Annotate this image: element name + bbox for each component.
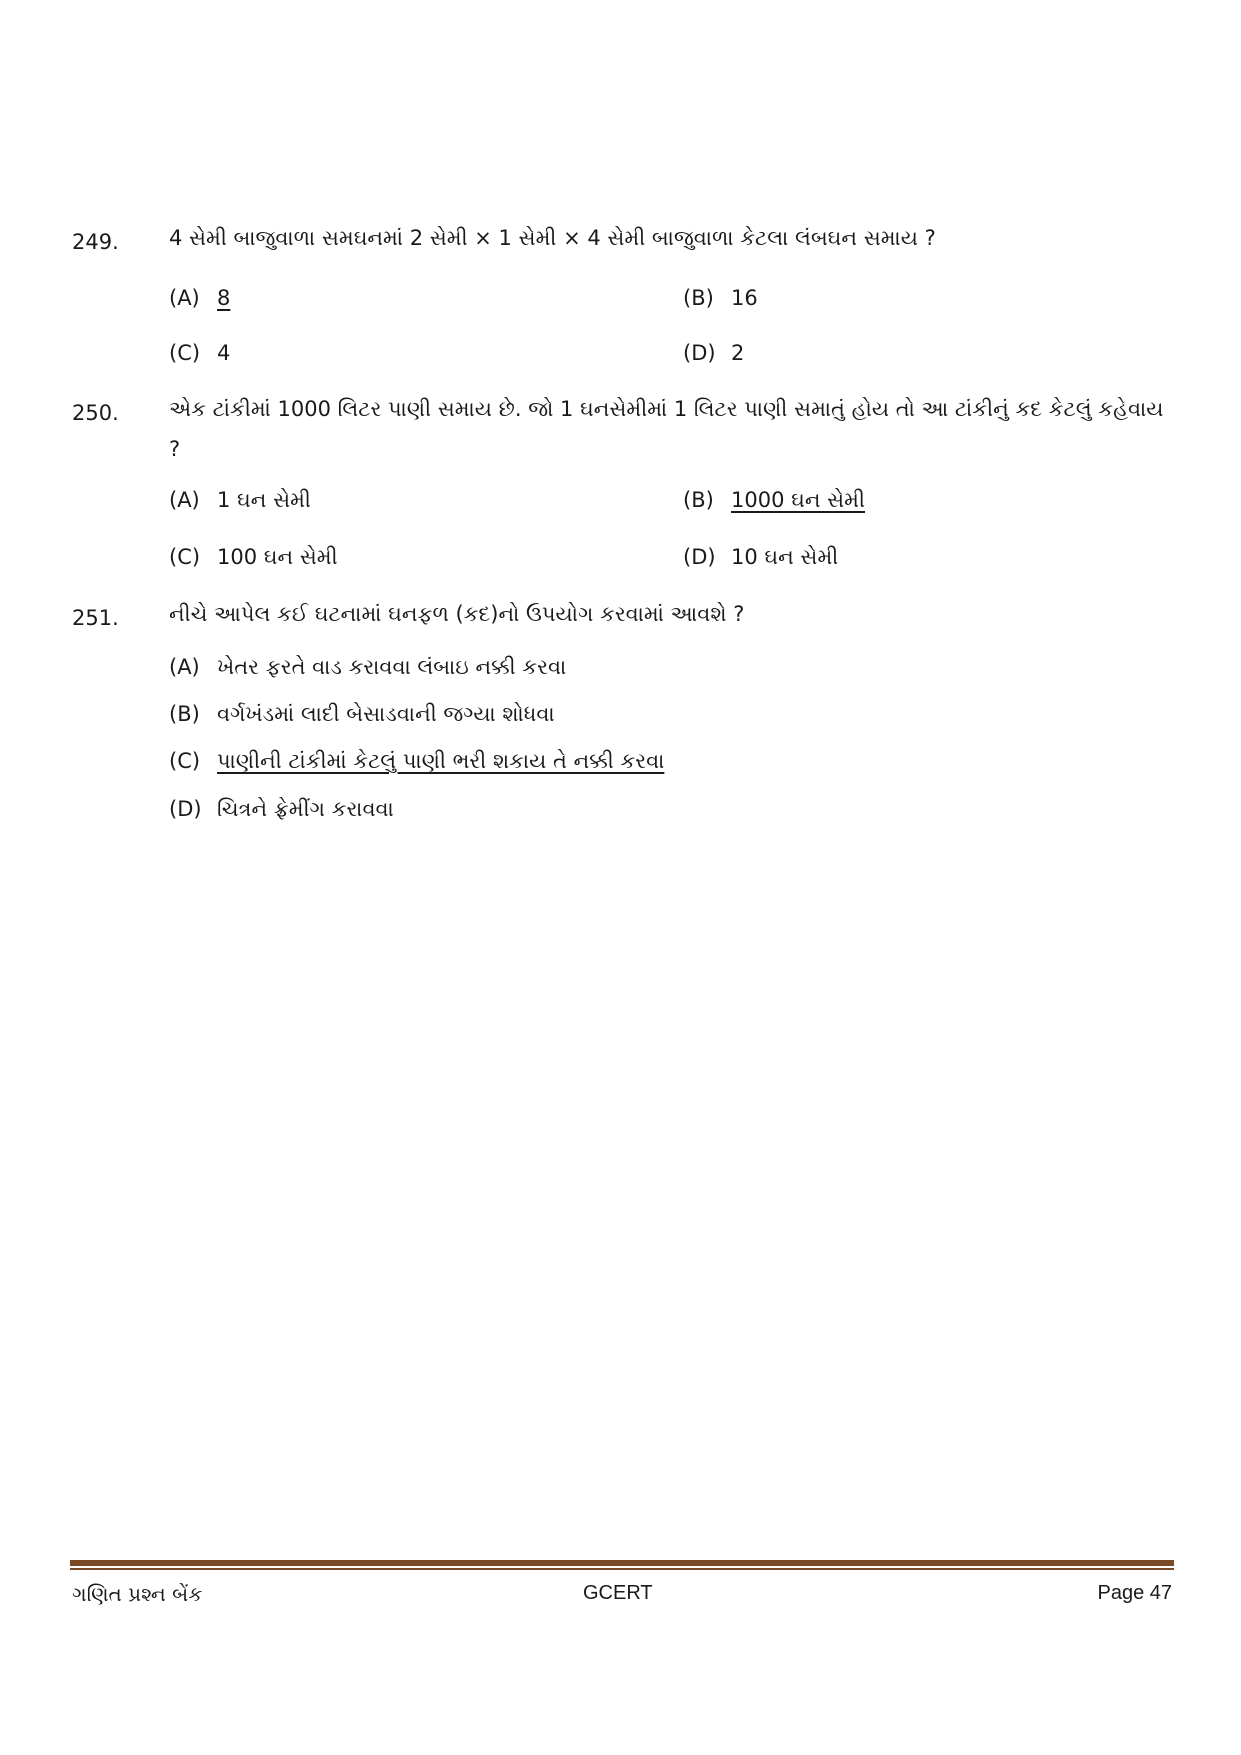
option-b: (B) 1000 ઘન સેમી xyxy=(683,488,865,512)
option-a: (A) 1 ઘન સેમી xyxy=(169,488,311,512)
option-d: (D) 2 xyxy=(683,341,745,365)
question-number: 249. xyxy=(72,230,119,254)
option-d: (D) ચિત્રને ફ્રેમીંગ કરાવવા xyxy=(169,797,394,821)
footer-divider xyxy=(70,1560,1174,1570)
option-c: (C) પાણીની ટાંકીમાં કેટલું પાણી ભરી શકાય તે નક્કી કરવા xyxy=(169,749,665,773)
option-c: (C) 4 xyxy=(169,341,231,365)
question-number: 250. xyxy=(72,401,119,425)
option-a: (A) ખેતર ફરતે વાડ કરાવવા લંબાઇ નક્કી કરવા xyxy=(169,655,567,679)
question-number: 251. xyxy=(72,606,119,630)
footer-book-title: ગણિત પ્રશ્ન બેંક xyxy=(72,1582,203,1606)
question-text: 4 સેમી બાજુવાળા સમઘનમાં 2 સેમી × 1 સેમી × 4 સેમી બાજુવાળા કેટલા લંબઘન સમાય ? xyxy=(169,226,936,250)
option-b: (B) વર્ગખંડમાં લાદી બેસાડવાની જગ્યા શોધવા xyxy=(169,702,555,726)
option-c: (C) 100 ઘન સેમી xyxy=(169,545,338,569)
question-text: નીચે આપેલ કઈ ઘટનામાં ઘનફળ (કદ)નો ઉપયોગ કરવામાં આવશે ? xyxy=(169,602,745,626)
option-d: (D) 10 ઘન સેમી xyxy=(683,545,839,569)
question-text: એક ટાંકીમાં 1000 લિટર પાણી સમાય છે. જો 1 ઘનસેમીમાં 1 લિટર પાણી સમાતું હોય તો આ ટાંકીનું કદ કેટલું કહેવાય ? xyxy=(169,397,1164,461)
footer-publisher: GCERT xyxy=(583,1582,653,1604)
option-b: (B) 16 xyxy=(683,286,758,310)
option-a: (A) 8 xyxy=(169,286,231,310)
footer-page-number: Page 47 xyxy=(1097,1582,1172,1604)
